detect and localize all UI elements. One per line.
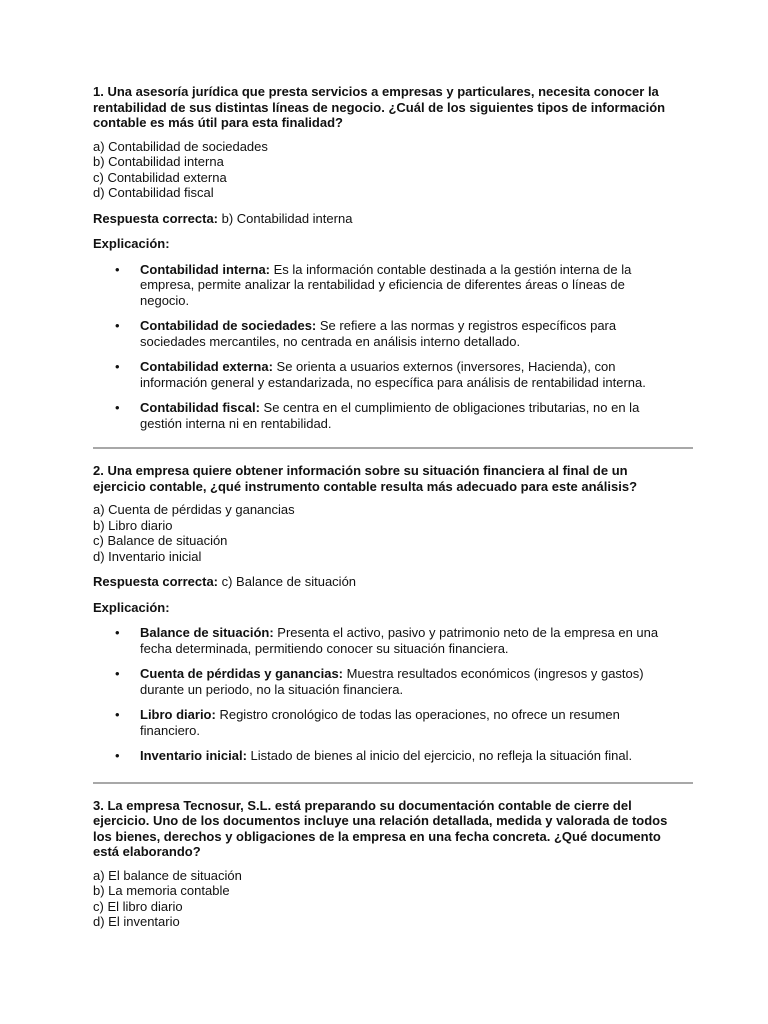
option-a: a) Contabilidad de sociedades — [93, 138, 268, 154]
option-c: c) Contabilidad externa — [93, 169, 227, 185]
question-3-options — [93, 868, 676, 930]
explanation-term: Contabilidad externa: — [140, 359, 273, 374]
option-b: b) La memoria contable — [93, 883, 230, 898]
question-1-text: 1. Una asesoría jurídica que presta servicios a empresas y particulares, necesita conocer la rentabilidad de sus distintas líneas de negocio. ¿Cuál de los siguientes tipos de información contable es más útil para esta finalidad? — [93, 84, 666, 130]
question-2-explanation-list — [93, 625, 676, 764]
explanation-item — [93, 666, 676, 697]
explanation-text: Es la información contable destinada a la gestión interna de la empresa, permite analizar la rentabilidad y eficiencia de diferentes áreas o líneas de negocio. — [140, 261, 632, 308]
bullet-icon: • — [115, 707, 120, 722]
option-a: a) Cuenta de pérdidas y ganancias — [93, 502, 295, 517]
explanation-text: Muestra resultados económicos (ingresos y gastos) durante un periodo, no la situación financiera. — [140, 666, 644, 697]
explanation-text: Se centra en el cumplimiento de obligaciones tributarias, no en la gestión interna ni en rentabilidad. — [140, 400, 640, 431]
question-1-answer — [93, 211, 676, 227]
explanation-item — [93, 262, 676, 309]
option-a: a) El balance de situación — [93, 867, 242, 883]
explanation-item — [93, 707, 676, 738]
option-b: b) Libro diario — [93, 517, 173, 533]
explanation-text: Presenta el activo, pasivo y patrimonio neto de la empresa en una fecha determinada, permitiendo conocer su situación financiera. — [140, 625, 659, 656]
question-2-answer — [93, 574, 676, 590]
explanation-term: Inventario inicial: — [140, 748, 247, 763]
bullet-icon: • — [115, 359, 120, 374]
explanation-item — [93, 748, 676, 764]
answer-label: Respuesta correcta: — [93, 574, 218, 589]
bullet-icon: • — [115, 318, 120, 333]
bullet-icon: • — [115, 625, 120, 640]
bullet-icon: • — [115, 666, 120, 681]
answer-label: Respuesta correcta: — [93, 210, 218, 226]
explanation-term: Contabilidad de sociedades: — [140, 318, 317, 333]
section-divider — [93, 447, 693, 449]
explanation-title: Explicación: — [93, 236, 170, 251]
question-1-explanation-list — [93, 262, 676, 432]
question-2-options — [93, 502, 676, 564]
explanation-term: Balance de situación: — [140, 625, 274, 640]
explanation-text: Listado de bienes al inicio del ejercicio, no refleja la situación final. — [246, 748, 633, 763]
answer-value: b) Contabilidad interna — [218, 210, 353, 226]
explanation-title: Explicación: — [93, 599, 170, 615]
explanation-item — [93, 359, 676, 390]
explanation-term: Contabilidad fiscal: — [140, 400, 260, 415]
explanation-item — [93, 318, 676, 349]
explanation-item — [93, 625, 676, 656]
explanation-item — [93, 400, 676, 431]
bullet-icon: • — [115, 261, 120, 277]
explanation-term: Contabilidad interna: — [140, 261, 270, 277]
explanation-text: Se refiere a las normas y registros específicos para sociedades mercantiles, no centrada en análisis interno detallado. — [140, 318, 617, 349]
option-c: c) Balance de situación — [93, 533, 228, 548]
explanation-term: Cuenta de pérdidas y ganancias: — [140, 666, 344, 681]
explanation-text: Se orienta a usuarios externos (inversores, Hacienda), con información general y estandarizada, no específica para análisis de rentabilidad interna. — [140, 359, 646, 390]
question-2-section — [93, 463, 676, 784]
answer-value: c) Balance de situación — [218, 574, 357, 589]
option-d: d) El inventario — [93, 914, 180, 929]
section-divider — [93, 782, 693, 784]
question-3-text: 3. La empresa Tecnosur, S.L. está preparando su documentación contable de cierre del ejercicio. Uno de los documentos incluye una relación detallada, medida y valorada de todos los bienes, derechos y obligaciones de la empresa en una fecha concreta. ¿Qué documento está elaborando? — [93, 797, 668, 859]
option-d: d) Contabilidad fiscal — [93, 185, 214, 200]
explanation-term: Libro diario: — [140, 707, 216, 722]
bullet-icon: • — [115, 748, 120, 763]
option-c: c) El libro diario — [93, 898, 183, 914]
option-d: d) Inventario inicial — [93, 548, 202, 564]
question-1-options — [93, 139, 676, 201]
bullet-icon: • — [115, 400, 120, 415]
option-b: b) Contabilidad interna — [93, 154, 224, 169]
question-3-section — [93, 798, 676, 930]
explanation-text: Registro cronológico de todas las operaciones, no ofrece un resumen financiero. — [140, 707, 620, 738]
question-1-section — [93, 84, 676, 449]
question-2-text: 2. Una empresa quiere obtener información sobre su situación financiera al final de un ejercicio contable, ¿qué instrumento contable resulta más adecuado para este análisis? — [93, 463, 638, 494]
